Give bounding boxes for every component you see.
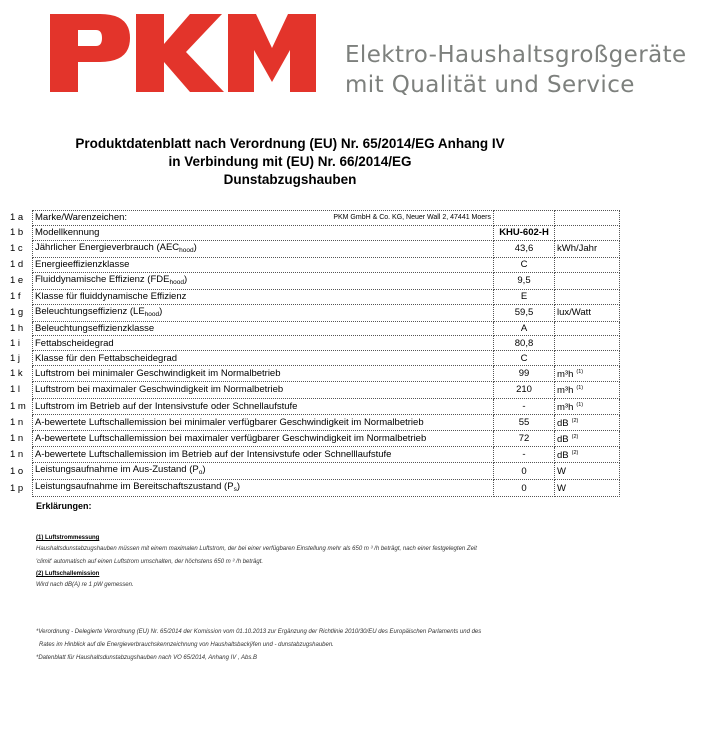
tagline-line2: mit Qualität und Service — [345, 72, 635, 98]
row-unit-footnote: (2) — [571, 450, 579, 457]
row-label-subscript: hood — [144, 310, 160, 318]
row-label: Leistungsaufnahme im Bereitschaftszustand (P — [35, 481, 234, 493]
row-code: 1 f — [10, 291, 21, 303]
table-row — [10, 321, 620, 336]
row-value: 43,6 — [494, 240, 555, 257]
row-unit-cell — [555, 480, 620, 497]
row-code: 1 e — [10, 275, 24, 287]
row-unit-cell — [555, 463, 620, 480]
explanations-section — [36, 501, 676, 592]
row-label: Leistungsaufnahme im Aus-Zustand (P — [35, 464, 199, 476]
row-value: - — [494, 398, 555, 414]
regulation-note-line3: *Datenblatt für Haushaltsdunstabzugshauben nach VO 65/2014, Anhang IV , Abs.B — [36, 655, 258, 661]
row-code: 1 h — [10, 323, 24, 334]
row-value: 0 — [494, 480, 555, 497]
row-value: 59,5 — [494, 304, 555, 321]
airflow-note-title: (1) Luftstrommessung — [36, 535, 100, 541]
row-label: Luftstrom bei minimaler Geschwindigkeit im Normalbetrieb — [35, 368, 281, 380]
row-label-cell — [33, 211, 494, 226]
row-unit-footnote: (1) — [576, 385, 584, 392]
table-row — [10, 257, 620, 272]
row-unit: W — [557, 482, 566, 494]
row-value — [494, 211, 555, 226]
row-code: 1 m — [10, 400, 26, 412]
row-value: 0 — [494, 463, 555, 480]
table-row — [10, 480, 620, 497]
company-tagline — [345, 40, 687, 100]
row-label: Marke/Warenzeichen: — [35, 212, 128, 224]
row-label-tail: ) — [159, 305, 163, 317]
row-label: Luftstrom im Betrieb auf der Intensivstufe oder Schnellaufstufe — [35, 400, 298, 412]
tagline-line1: Elektro-Haushaltsgroßgeräte — [345, 42, 687, 68]
row-label: Klasse für den Fettabscheidegrad — [35, 352, 178, 364]
row-label-cell — [33, 240, 494, 257]
row-unit: dB — [557, 450, 569, 462]
regulation-notes — [36, 626, 676, 665]
row-unit-cell — [555, 430, 620, 446]
row-label-cell — [33, 430, 494, 446]
airflow-note-line1: Haushaltsdunstabzugshauben müssen mit einem maximalen Luftstrom, der bei einer verfügbaren Einstellung mehr als 650 m ³ /h beträgt, nach einer festgelegten Zeit — [36, 546, 477, 552]
row-label-cell — [33, 304, 494, 321]
row-label: Energieeffizienzklasse — [35, 259, 130, 271]
row-code: 1 g — [10, 307, 24, 319]
row-label-subscript: s — [233, 486, 237, 494]
table-row — [10, 289, 620, 304]
row-label-tail: ) — [236, 481, 240, 493]
row-value: - — [494, 447, 555, 463]
table-row — [10, 225, 620, 240]
row-label-tail: ) — [183, 273, 188, 285]
title-line1: Produktdatenblatt nach Verordnung (EU) Nr. 65/2014/EG Anhang IV — [75, 136, 505, 151]
row-label-cell — [33, 225, 494, 240]
row-label-tail: ) — [202, 464, 206, 476]
product-data-table — [10, 210, 620, 497]
row-code: 1 n — [10, 449, 24, 461]
row-code: 1 o — [10, 465, 24, 477]
table-row — [10, 447, 620, 463]
row-unit: lux/Watt — [557, 307, 591, 319]
row-label-tail: ) — [193, 241, 197, 253]
table-row — [10, 398, 620, 414]
row-unit-cell — [555, 289, 620, 304]
row-value: E — [494, 289, 555, 304]
row-unit-cell — [555, 211, 620, 226]
row-code: 1 n — [10, 432, 24, 444]
row-value: 72 — [494, 430, 555, 446]
table-row — [10, 240, 620, 257]
row-label: Modellkennung — [35, 227, 100, 239]
row-label-cell — [33, 480, 494, 497]
row-unit-footnote: (1) — [576, 401, 584, 408]
row-code: 1 j — [10, 352, 21, 364]
row-label-cell — [33, 382, 494, 398]
row-label-cell — [33, 272, 494, 289]
row-label-cell — [33, 351, 494, 366]
row-code: 1 b — [10, 227, 24, 239]
row-unit: m³h — [557, 385, 574, 397]
table-row — [10, 430, 620, 446]
row-unit-cell — [555, 414, 620, 430]
row-unit-footnote: (1) — [576, 369, 584, 376]
row-unit-cell — [555, 447, 620, 463]
row-label-subscript: hood — [179, 246, 194, 254]
explanations-heading: Erklärungen: — [36, 501, 92, 511]
row-unit-cell — [555, 225, 620, 240]
row-label: A-bewertete Luftschallemission bei maximaler verfügbarer Geschwindigkeit im Normalbetrieb — [35, 432, 427, 444]
manufacturer-address: PKM GmbH & Co. KG, Neuer Wall 2, 47441 Moers — [333, 214, 491, 222]
row-code: 1 c — [10, 243, 23, 255]
pkm-logo — [50, 12, 320, 101]
row-label-cell — [33, 336, 494, 351]
row-code: 1 d — [10, 259, 24, 271]
row-unit-cell — [555, 240, 620, 257]
row-value: 9,5 — [494, 272, 555, 289]
airflow-note-line2: 'climit' automatisch auf einen Luftstrom umschalten, der höchstens 650 m ³ /h beträgt. — [36, 559, 264, 565]
table-row — [10, 351, 620, 366]
row-code: 1 a — [10, 212, 24, 224]
table-row — [10, 366, 620, 382]
row-value: 99 — [494, 366, 555, 382]
row-unit-cell — [555, 321, 620, 336]
noise-note-line1: Wird nach dB(A) re 1 pW gemessen. — [36, 582, 134, 588]
row-code: 1 i — [10, 337, 21, 349]
row-unit: m³h — [557, 401, 574, 413]
row-value: 55 — [494, 414, 555, 430]
row-unit-cell — [555, 351, 620, 366]
table-row — [10, 382, 620, 398]
row-unit-cell — [555, 336, 620, 351]
row-value: C — [494, 257, 555, 272]
row-unit: W — [557, 465, 566, 477]
row-code: 1 p — [10, 482, 24, 494]
row-label: A-bewertete Luftschallemission im Betrieb auf der Intensivstufe oder Schnelllaufstufe — [35, 449, 392, 461]
row-label: Beleuchtungseffizienz (LE — [35, 305, 145, 317]
regulation-note-line1: *Verordnung - Delegierte Verordnung (EU) Nr. 65/2014 der Komission vom 01.10.2013 zur Ergänzung der Richtlinie 2010/30/EU des Europäischen Parlaments und des — [36, 629, 482, 635]
table-row — [10, 211, 620, 226]
row-label-cell — [33, 398, 494, 414]
row-label-cell — [33, 366, 494, 382]
table-row — [10, 463, 620, 480]
document-title — [0, 135, 580, 189]
row-label: Jährlicher Energieverbrauch (AEC — [35, 241, 180, 253]
table-row — [10, 414, 620, 430]
row-unit-footnote: (2) — [571, 433, 579, 440]
row-label: Fluiddynamische Effizienz (FDE — [35, 273, 170, 285]
row-code: 1 n — [10, 416, 24, 428]
row-value: C — [494, 351, 555, 366]
table-row — [10, 272, 620, 289]
row-label-subscript: hood — [169, 278, 184, 286]
row-unit: kWh/Jahr — [557, 243, 598, 255]
row-label-cell — [33, 447, 494, 463]
row-label-cell — [33, 289, 494, 304]
pkm-logo-graphic — [50, 12, 320, 96]
title-line2: in Verbindung mit (EU) Nr. 66/2014/EG — [168, 154, 412, 169]
row-value: KHU-602-H — [494, 225, 555, 240]
row-label: Beleuchtungseffizienzklasse — [35, 323, 155, 334]
row-unit-cell — [555, 382, 620, 398]
row-code: 1 l — [10, 384, 21, 396]
row-label-cell — [33, 463, 494, 480]
row-unit: m³h — [557, 369, 574, 381]
row-unit-cell — [555, 272, 620, 289]
table-row — [10, 304, 620, 321]
row-unit-footnote: (2) — [571, 417, 579, 424]
row-value: 80,8 — [494, 336, 555, 351]
row-label: Fettabscheidegrad — [35, 337, 114, 349]
row-code: 1 k — [10, 368, 23, 380]
row-unit: dB — [557, 417, 569, 429]
row-label-cell — [33, 321, 494, 336]
row-value: 210 — [494, 382, 555, 398]
regulation-note-line2: Rates im Hinblick auf die Energieverbrauchskennzeichnung von Haushaltsbackÿfen und - dunstabzugshauben. — [39, 642, 334, 648]
row-unit-cell — [555, 257, 620, 272]
row-unit-cell — [555, 398, 620, 414]
row-label: Luftstrom bei maximaler Geschwindigkeit im Normalbetrieb — [35, 384, 284, 396]
row-value: A — [494, 321, 555, 336]
row-unit: dB — [557, 434, 569, 446]
row-unit-cell — [555, 304, 620, 321]
row-label: A-bewertete Luftschallemission bei minimaler verfügbarer Geschwindigkeit im Normalbetrieb — [35, 416, 424, 428]
row-label-cell — [33, 414, 494, 430]
row-label-subscript: o — [198, 469, 203, 477]
noise-note-title: (2) Luftschallemission — [36, 571, 100, 577]
row-label-cell — [33, 257, 494, 272]
row-unit-cell — [555, 366, 620, 382]
table-row — [10, 336, 620, 351]
title-line3: Dunstabzugshauben — [223, 172, 357, 187]
row-label: Klasse für fluiddynamische Effizienz — [35, 291, 187, 303]
